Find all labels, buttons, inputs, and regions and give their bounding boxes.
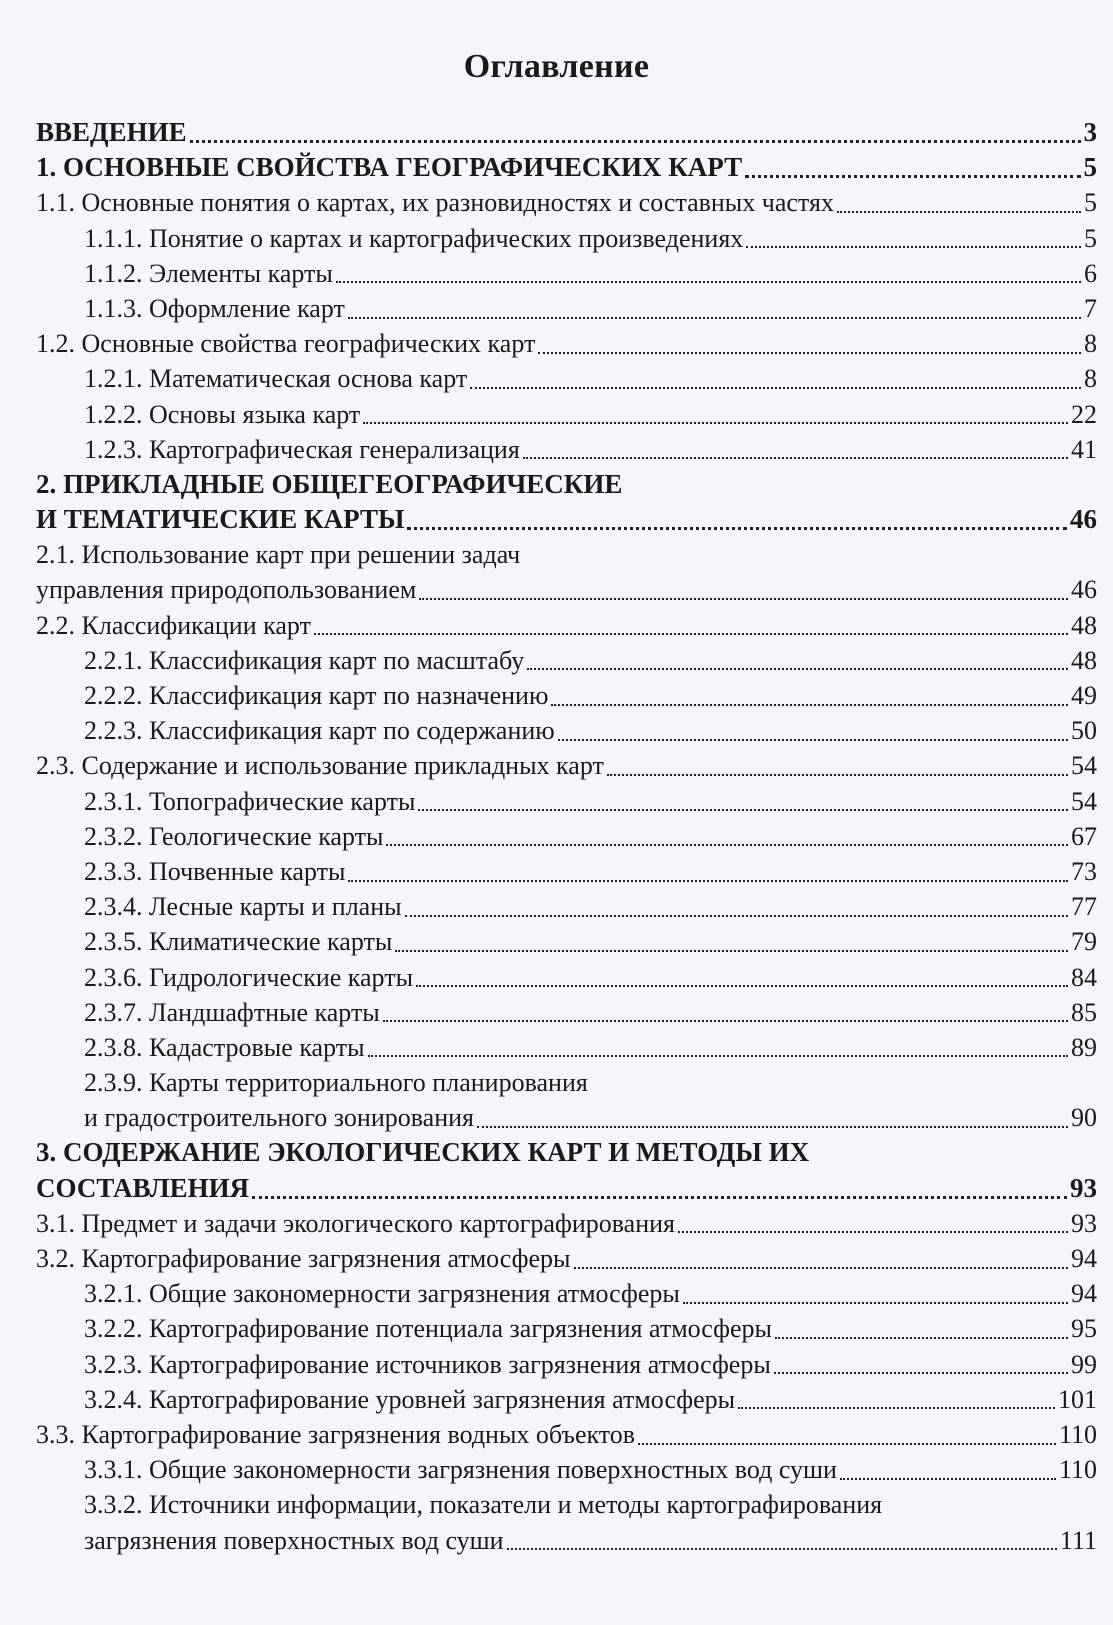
- dot-leader: [775, 1337, 1068, 1339]
- toc-entry-title: 1.1.2. Элементы карты: [84, 258, 333, 288]
- toc-entry-page: 48: [1071, 610, 1097, 640]
- toc-entry-page: 6: [1084, 258, 1097, 288]
- toc-entry-page: 110: [1058, 1419, 1097, 1449]
- toc-entry-page: 90: [1071, 1103, 1097, 1133]
- dot-leader: [190, 140, 1081, 143]
- dot-leader: [386, 844, 1068, 846]
- toc-entry-page: 8: [1084, 329, 1097, 359]
- toc-entry[interactable]: [0, 924, 1113, 959]
- dot-leader: [470, 387, 1081, 389]
- dot-leader: [638, 1443, 1056, 1445]
- dot-leader: [383, 1020, 1068, 1022]
- toc-entry[interactable]: [0, 1452, 1113, 1487]
- toc-entry-title: 2.2.1. Классификация карт по масштабу: [84, 645, 525, 675]
- toc-entry-title: 1. ОСНОВНЫЕ СВОЙСТВА ГЕОГРАФИЧЕСКИХ КАРТ: [36, 152, 743, 183]
- toc-entry[interactable]: [0, 432, 1113, 467]
- toc-entry-title: управления природопользованием: [36, 575, 417, 605]
- dot-leader: [574, 1267, 1068, 1269]
- toc-entry[interactable]: [0, 960, 1113, 995]
- toc-entry-title: 2.3.5. Климатические карты: [84, 927, 393, 957]
- toc-entry-title: 2.1. Использование карт при решении задач: [36, 540, 521, 570]
- toc-entry-page: 79: [1071, 927, 1097, 957]
- toc-entry-title: 1.2.1. Математическая основа карт: [84, 364, 468, 394]
- toc-entry-page: 48: [1071, 645, 1097, 675]
- toc-entry-page: 89: [1071, 1032, 1097, 1062]
- toc-entry[interactable]: [0, 150, 1113, 185]
- toc-entry-page: 41: [1071, 434, 1097, 464]
- dot-leader: [418, 809, 1068, 811]
- toc-entry-title: 3. СОДЕРЖАНИЕ ЭКОЛОГИЧЕСКИХ КАРТ И МЕТОДЫ ИХ: [36, 1137, 810, 1168]
- toc-entry[interactable]: [0, 326, 1113, 361]
- toc-entry-page: 7: [1084, 293, 1097, 323]
- toc-entry-title: СОСТАВЛЕНИЯ: [36, 1172, 250, 1203]
- toc-entry-title: 2.3.3. Почвенные карты: [84, 856, 346, 886]
- toc-entry[interactable]: [0, 995, 1113, 1030]
- toc-entry-title: 1.2.2. Основы языка карт: [84, 399, 361, 429]
- toc-entry[interactable]: [0, 291, 1113, 326]
- dot-leader: [363, 422, 1068, 424]
- toc-entry[interactable]: [0, 361, 1113, 396]
- toc-entry-title: 2. ПРИКЛАДНЫЕ ОБЩЕГЕОГРАФИЧЕСКИЕ: [36, 468, 623, 499]
- toc-entry[interactable]: [0, 608, 1113, 643]
- toc-entry-page: 54: [1071, 751, 1097, 781]
- toc-entry-title: 2.3.8. Кадастровые карты: [84, 1032, 365, 1062]
- dot-leader: [558, 739, 1068, 741]
- toc-entry-title: 3.2.2. Картографирование потенциала загрязнения атмосферы: [84, 1314, 773, 1344]
- toc-entry-line[interactable]: [0, 467, 1113, 502]
- toc-entry-page: 93: [1070, 1172, 1097, 1203]
- dot-leader: [507, 1548, 1057, 1550]
- toc-entry-line[interactable]: [0, 1487, 1113, 1522]
- toc-entry-page: 5: [1084, 223, 1097, 253]
- dot-leader: [837, 211, 1081, 213]
- toc-entry-title: 2.2. Классификации карт: [36, 610, 311, 640]
- toc-entry-page: 46: [1070, 504, 1097, 535]
- dot-leader: [348, 880, 1068, 882]
- toc-entry[interactable]: [0, 1241, 1113, 1276]
- dot-leader: [416, 985, 1068, 987]
- toc-entry-page: 77: [1071, 892, 1097, 922]
- toc-entry-page: 46: [1071, 575, 1097, 605]
- dot-leader: [551, 704, 1068, 706]
- toc-entry[interactable]: [0, 678, 1113, 713]
- toc-entry-page: 94: [1071, 1279, 1097, 1309]
- toc-entry-title: 2.3.6. Гидрологические карты: [84, 962, 414, 992]
- toc-entry-page: 54: [1071, 786, 1097, 816]
- toc-entry-line[interactable]: [0, 537, 1113, 572]
- toc-entry[interactable]: [0, 819, 1113, 854]
- toc-entry-title: 3.3. Картографирование загрязнения водных объектов: [36, 1419, 636, 1449]
- dot-leader: [840, 1478, 1056, 1480]
- toc-entry-title: 3.2.1. Общие закономерности загрязнения атмосферы: [84, 1279, 680, 1309]
- toc-entry-line[interactable]: [0, 1065, 1113, 1100]
- dot-leader: [395, 950, 1068, 952]
- dot-leader: [738, 1407, 1055, 1409]
- page-title: Оглавление: [463, 48, 650, 85]
- toc-entry-page: 3: [1083, 117, 1097, 147]
- toc-entry-title: 1.1.1. Понятие о картах и картографических произведениях: [84, 223, 744, 253]
- toc-entry-page: 50: [1071, 716, 1097, 746]
- toc-entry[interactable]: [0, 643, 1113, 678]
- toc-entry-title: 3.2.4. Картографирование уровней загрязнения атмосферы: [84, 1384, 736, 1414]
- dot-leader: [252, 1196, 1067, 1199]
- dot-leader: [348, 317, 1081, 319]
- toc-entry[interactable]: [0, 1523, 1113, 1558]
- dot-leader: [527, 668, 1068, 670]
- toc-entry-page: 111: [1059, 1525, 1097, 1555]
- toc-entry-page: 85: [1071, 997, 1097, 1027]
- toc-entry-line[interactable]: [0, 1135, 1113, 1170]
- toc-entry-title: 2.3.9. Карты территориального планирования: [84, 1068, 588, 1098]
- toc-entry-title: 1.1.3. Оформление карт: [84, 293, 345, 323]
- toc-entry-page: 94: [1071, 1244, 1097, 1273]
- dot-leader: [405, 915, 1068, 917]
- toc-entry-title: 3.1. Предмет и задачи экологического картографирования: [36, 1208, 675, 1238]
- toc-entry[interactable]: [0, 1206, 1113, 1241]
- dot-leader: [419, 598, 1068, 600]
- toc-entry-title: ВВЕДЕНИЕ: [36, 117, 187, 147]
- toc-entry-title: 2.3.1. Топографические карты: [84, 786, 416, 816]
- toc-entry[interactable]: [0, 854, 1113, 889]
- toc-entry[interactable]: [0, 1417, 1113, 1452]
- toc-entry-page: 67: [1071, 821, 1097, 851]
- toc-entry[interactable]: [0, 502, 1113, 537]
- toc-entry-page: 22: [1071, 399, 1097, 429]
- toc-entry[interactable]: [0, 256, 1113, 291]
- toc-entry-page: 73: [1071, 856, 1097, 886]
- toc-entry[interactable]: [0, 1276, 1113, 1311]
- toc-entry[interactable]: [0, 889, 1113, 924]
- toc-entry-page: 95: [1071, 1314, 1097, 1344]
- toc-entry-page: 49: [1071, 681, 1097, 710]
- toc-entry-page: 110: [1058, 1455, 1097, 1485]
- toc-entry-title: 3.2.3. Картографирование источников загрязнения атмосферы: [84, 1349, 771, 1379]
- dot-leader: [745, 175, 1080, 178]
- toc-entry[interactable]: [0, 221, 1113, 256]
- toc-entry-title: 2.3. Содержание и использование прикладных карт: [36, 751, 604, 781]
- toc-entry[interactable]: [0, 1030, 1113, 1065]
- toc-entry[interactable]: [0, 1347, 1113, 1382]
- dot-leader: [477, 1126, 1068, 1128]
- toc-entry-title: И ТЕМАТИЧЕСКИЕ КАРТЫ: [36, 504, 405, 535]
- dot-leader: [746, 246, 1081, 248]
- toc-entry-title: 2.2.3. Классификация карт по содержанию: [84, 716, 555, 746]
- toc-entry-title: 2.3.2. Геологические карты: [84, 821, 384, 851]
- toc-entry-page: 101: [1058, 1384, 1097, 1414]
- toc-entry-page: 99: [1071, 1349, 1097, 1379]
- dot-leader: [368, 1055, 1068, 1057]
- dot-leader: [607, 774, 1068, 776]
- toc-entry-page: 8: [1084, 364, 1097, 394]
- toc-entry[interactable]: [0, 185, 1113, 220]
- toc-entry-page: 5: [1083, 152, 1097, 183]
- toc-entry[interactable]: [0, 1171, 1113, 1206]
- toc-entry-title: 1.2.3. Картографическая генерализация: [84, 434, 520, 464]
- dot-leader: [314, 633, 1068, 635]
- toc-entry-title: 1.1. Основные понятия о картах, их разновидностях и составных частях: [36, 188, 834, 218]
- toc-entry[interactable]: [0, 115, 1113, 150]
- toc-entry-title: 1.2. Основные свойства географических карт: [36, 329, 536, 359]
- toc-entry-title: и градостроительного зонирования: [84, 1103, 474, 1133]
- toc-entry-title: 3.3.1. Общие закономерности загрязнения поверхностных вод суши: [84, 1455, 837, 1485]
- toc-entry[interactable]: [0, 784, 1113, 819]
- dot-leader: [538, 352, 1081, 354]
- toc-entry-title: загрязнения поверхностных вод суши: [84, 1525, 504, 1555]
- toc-entry[interactable]: [0, 1311, 1113, 1346]
- toc-entry-title: 3.2. Картографирование загрязнения атмосферы: [36, 1244, 571, 1273]
- toc-entry[interactable]: [0, 748, 1113, 783]
- dot-leader: [774, 1372, 1068, 1374]
- toc-entry-title: 3.3.2. Источники информации, показатели и методы картографирования: [84, 1490, 883, 1520]
- toc-entry-page: 93: [1071, 1208, 1097, 1238]
- toc-entry-page: 5: [1084, 188, 1097, 218]
- dot-leader: [683, 1302, 1068, 1304]
- dot-leader: [336, 281, 1081, 283]
- toc-entry-title: 2.2.2. Классификация карт по назначению: [84, 681, 549, 710]
- toc-entry[interactable]: [0, 713, 1113, 748]
- toc-entry[interactable]: [0, 397, 1113, 432]
- toc-entry-page: 84: [1071, 962, 1097, 992]
- toc-entry-title: 2.3.4. Лесные карты и планы: [84, 892, 402, 922]
- dot-leader: [678, 1231, 1068, 1233]
- table-of-contents: [0, 115, 1113, 1558]
- dot-leader: [523, 457, 1068, 459]
- dot-leader: [407, 527, 1067, 530]
- toc-entry-title: 2.3.7. Ландшафтные карты: [84, 997, 380, 1027]
- toc-entry[interactable]: [0, 1382, 1113, 1417]
- toc-entry[interactable]: [0, 1100, 1113, 1135]
- toc-entry[interactable]: [0, 572, 1113, 607]
